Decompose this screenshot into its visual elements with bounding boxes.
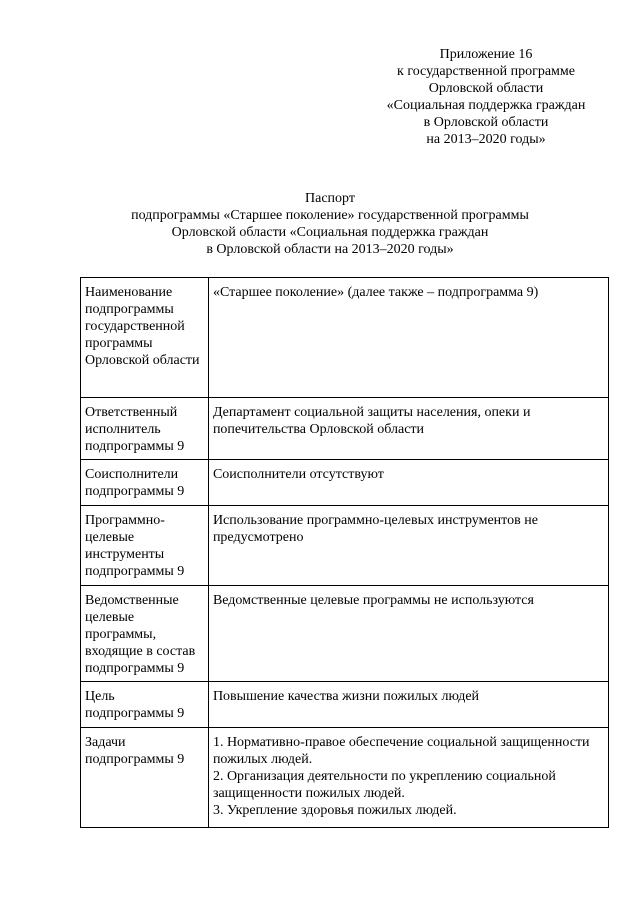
table-row [81, 460, 609, 506]
passport-table [80, 277, 609, 828]
table-row [81, 278, 609, 398]
row-value-tasks [208, 728, 608, 828]
task-item: 1. Нормативно-правое обеспечение социальной защищенности пожилых людей. [212, 735, 590, 767]
task-item: 2. Организация деятельности по укреплению социальной защищенности пожилых людей. [212, 769, 556, 801]
appendix-line: к государственной программе [397, 64, 575, 79]
row-value-executor: Департамент социальной защиты населения, опеки и попечительства Орловской области [208, 398, 608, 460]
row-label-departmental-programs: Ведомственные целевые программы, входящие в состав подпрограммы 9 [81, 586, 209, 682]
row-label-instruments: Программно-целевые инструменты подпрограммы 9 [81, 506, 209, 586]
row-value-name: «Старшее поколение» (далее также – подпрограмма 9) [208, 278, 608, 398]
row-label-coexecutors: Соисполнители подпрограммы 9 [81, 460, 209, 506]
table-row [81, 398, 609, 460]
row-label-tasks: Задачи подпрограммы 9 [81, 728, 209, 828]
row-value-goal: Повышение качества жизни пожилых людей [208, 682, 608, 728]
row-value-coexecutors: Соисполнители отсутствуют [208, 460, 608, 506]
row-label-name: Наименование подпрограммы государственной программы Орловской области [81, 278, 209, 398]
task-item: 3. Укрепление здоровья пожилых людей. [212, 803, 457, 818]
row-value-departmental-programs: Ведомственные целевые программы не используются [208, 586, 608, 682]
table-row [81, 728, 609, 828]
document-title [60, 190, 600, 258]
appendix-line: Орловской области [428, 81, 544, 96]
appendix-line: «Социальная поддержка граждан [386, 98, 586, 113]
table-row [81, 506, 609, 586]
appendix-line: на 2013–2020 годы» [426, 132, 546, 147]
row-value-instruments: Использование программно-целевых инструментов не предусмотрено [208, 506, 608, 586]
title-line: подпрограммы «Старшее поколение» государственной программы [131, 208, 529, 223]
row-label-executor: Ответственный исполнитель подпрограммы 9 [81, 398, 209, 460]
title-line: в Орловской области на 2013–2020 годы» [206, 242, 454, 257]
table-row [81, 586, 609, 682]
title-line: Орловской области «Социальная поддержка граждан [171, 225, 489, 240]
table-row [81, 682, 609, 728]
appendix-header [356, 46, 616, 148]
appendix-line: Приложение 16 [439, 47, 533, 62]
row-label-goal: Цель подпрограммы 9 [81, 682, 209, 728]
appendix-line: в Орловской области [423, 115, 549, 130]
title-line: Паспорт [305, 191, 355, 206]
